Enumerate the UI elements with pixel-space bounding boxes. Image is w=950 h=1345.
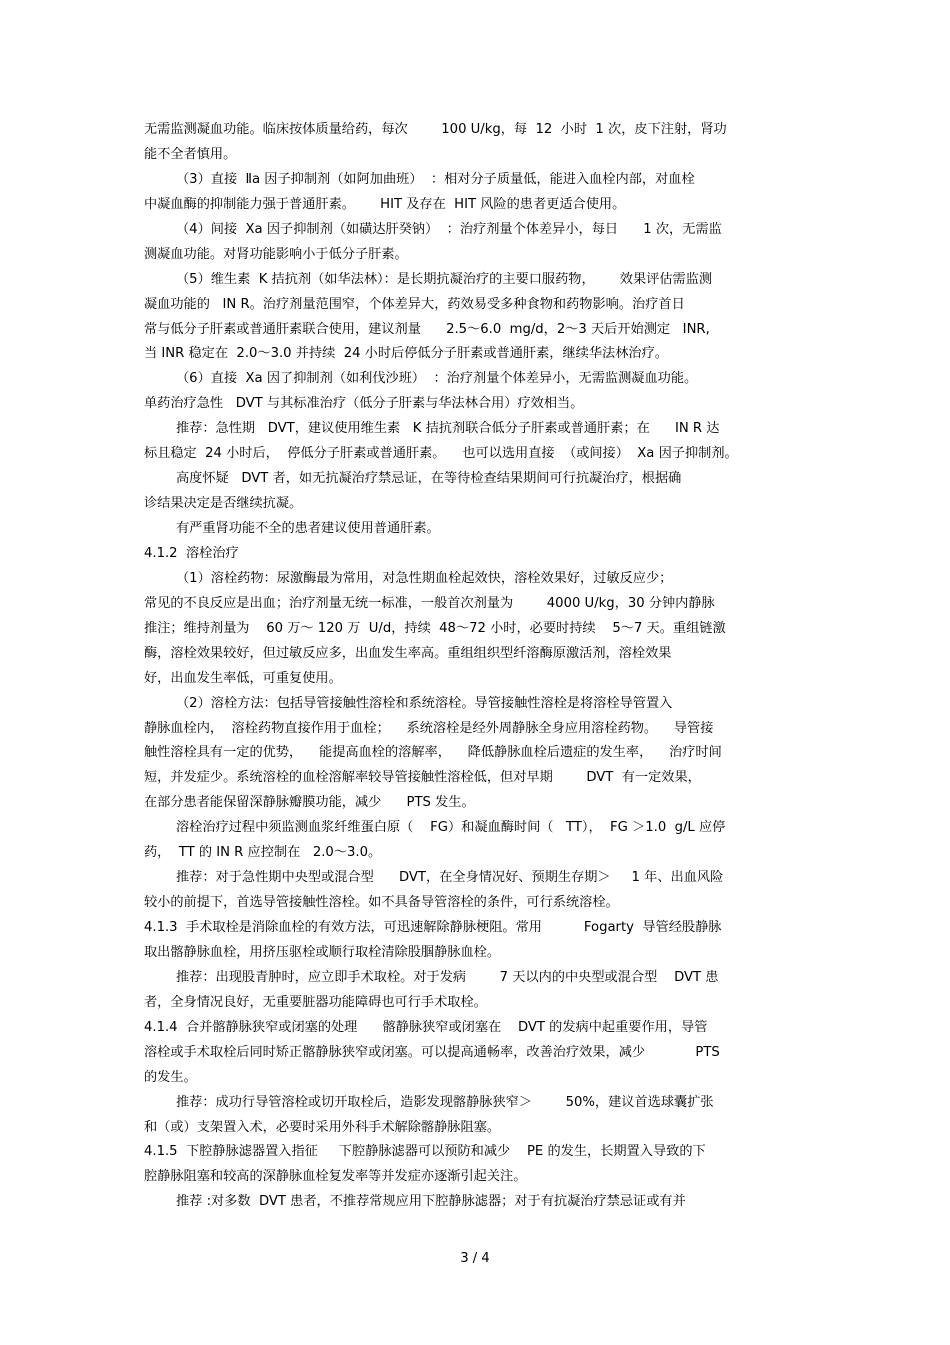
text-line: 酶，溶栓效果较好，但过敏反应多，出血发生率高。重组组织型纤溶酶原激活剂，溶栓效果 bbox=[144, 645, 672, 661]
text-line: 溶栓或手术取栓后同时矫正髂静脉狭窄或闭塞。可以提高通畅率，改善治疗效果，减少 PTS bbox=[144, 1044, 720, 1060]
text-line: 推荐：急性期 DVT，建议使用维生素 K 拮抗剂联合低分子肝素或普通肝素；在 IN R 达 bbox=[176, 421, 720, 437]
text-line: 好，出血发生率低，可重复使用。 bbox=[144, 670, 342, 686]
text-line: 4.1.2 溶栓治疗 bbox=[144, 545, 239, 561]
text-line: 推荐：对于急性期中央型或混合型 DVT，在全身情况好、预期生存期＞ 1 年、出血风险 bbox=[176, 870, 724, 886]
text-line: 凝血功能的 IN R。治疗剂量范围窄，个体差异大，药效易受多种食物和药物影响。治疗首日 bbox=[144, 296, 685, 312]
text-line: 常见的不良反应是出血；治疗剂量无统一标准，一般首次剂量为 4000 U/kg，30 分钟内静脉 bbox=[144, 595, 715, 611]
text-line: 静脉血栓内， 溶栓药物直接作用于血栓； 系统溶栓是经外周静脉全身应用溶栓药物。 导管接 bbox=[144, 720, 714, 736]
text-line: 测凝血功能。对肾功能影响小于低分子肝素。 bbox=[144, 246, 408, 262]
text-line: 诊结果决定是否继续抗凝。 bbox=[144, 496, 303, 512]
text-line: 溶栓治疗过程中须监测血浆纤维蛋白原（ FG）和凝血酶时间（ TT）， FG ＞1.0 g/L 应停 bbox=[176, 820, 726, 836]
text-line: 4.1.5 下腔静脉滤器置入指征 下腔静脉滤器可以预防和减少 PE 的发生，长期置入导致的下 bbox=[144, 1144, 706, 1160]
text-line: 在部分患者能保留深静脉瓣膜功能，减少 PTS 发生。 bbox=[144, 795, 475, 811]
text-line: 有严重肾功能不全的患者建议使用普通肝素。 bbox=[176, 521, 440, 536]
text-line: 4.1.4 合并髂静脉狭窄或闭塞的处理 髂静脉狭窄或闭塞在 DVT 的发病中起重要作用，导管 bbox=[144, 1019, 708, 1035]
text-line: （4）间接 Xa 因子抑制剂（如磺达肝癸钠） ：治疗剂量个体差异小，每日 1 次，无需监 bbox=[176, 221, 722, 237]
document-body bbox=[144, 118, 814, 1215]
text-line: 短，并发症少。系统溶栓的血栓溶解率较导管接触性溶栓低，但对早期 DVT 有一定效果， bbox=[144, 770, 701, 786]
text-line: 推荐：成功行导管溶栓或切开取栓后，造影发现髂静脉狭窄＞ 50%，建议首选球囊扩张 bbox=[176, 1094, 714, 1110]
text-line: （1）溶栓药物：尿激酶最为常用，对急性期血栓起效快，溶栓效果好，过敏反应少； bbox=[176, 570, 673, 586]
text-line: （5）维生素 K 拮抗剂（如华法林）：是长期抗凝治疗的主要口服药物， 效果评估需监测 bbox=[176, 271, 713, 287]
text-line: 推注；维持剂量为 60 万～ 120 万 U/d，持续 48～72 小时，必要时持续 5～7 天。重组链激 bbox=[144, 620, 726, 636]
text-line: 取出髂静脉血栓，用挤压驱栓或顺行取栓清除股腘静脉血栓。 bbox=[144, 944, 501, 960]
text-line: 单药治疗急性 DVT 与其标准治疗（低分子肝素与华法林合用）疗效相当。 bbox=[144, 396, 584, 412]
text-line: 推荐 :对多数 DVT 患者，不推荐常规应用下腔静脉滤器；对于有抗凝治疗禁忌证或有并 bbox=[176, 1194, 686, 1210]
text-line: 高度怀疑 DVT 者，如无抗凝治疗禁忌证，在等待检查结果期间可行抗凝治疗，根据确 bbox=[176, 471, 682, 487]
text-line: 触性溶栓具有一定的优势， 能提高血栓的溶解率， 降低静脉血栓后遗症的发生率， 治疗时间 bbox=[144, 745, 722, 761]
text-line: 较小的前提下，首选导管接触性溶栓。如不具备导管溶栓的条件，可行系统溶栓。 bbox=[144, 895, 619, 911]
text-line: （2）溶栓方法：包括导管接触性溶栓和系统溶栓。导管接触性溶栓是将溶栓导管置入 bbox=[176, 695, 673, 711]
text-line: 能不全者慎用。 bbox=[144, 146, 237, 162]
text-line: 中凝血酶的抑制能力强于普通肝素。 HIT 及存在 HIT 风险的患者更适合使用。 bbox=[144, 196, 626, 212]
text-line: （6）直接 Xa 因了抑制剂（如利伐沙班） ：治疗剂量个体差异小，无需监测凝血功能。 bbox=[176, 371, 698, 387]
text-line: 无需监测凝血功能。临床按体质量给药，每次 100 U/kg，每 12 小时 1 次，皮下注射，肾功 bbox=[144, 122, 727, 137]
text-line: 常与低分子肝素或普通肝素联合使用，建议剂量 2.5～6.0 mg/d，2～3 天后开始测定 INR, bbox=[144, 321, 710, 337]
text-line: 药， TT 的 IN R 应控制在 2.0～3.0。 bbox=[144, 845, 382, 861]
text-line: 4.1.3 手术取栓是消除血栓的有效方法，可迅速解除静脉梗阻。常用 Fogarty 导管经股静脉 bbox=[144, 920, 722, 935]
page-number: 3 / 4 bbox=[460, 1251, 490, 1266]
text-line: （3）直接 Ⅱa 因子抑制剂（如阿加曲班） ：相对分子质量低，能进入血栓内部，对血栓 bbox=[176, 171, 695, 187]
text-line: 者，全身情况良好，无重要脏器功能障碍也可行手术取栓。 bbox=[144, 994, 487, 1010]
text-line: 腔静脉阻塞和较高的深静脉血栓复发率等并发症亦逐渐引起关注。 bbox=[144, 1169, 527, 1185]
text-line: 的发生。 bbox=[144, 1069, 197, 1085]
text-line: 当 INR 稳定在 2.0～3.0 并持续 24 小时后停低分子肝素或普通肝素，继续华法林治疗。 bbox=[144, 346, 668, 362]
text-line: 和（或）支架置入术，必要时采用外科手术解除髂静脉阻塞。 bbox=[144, 1119, 501, 1135]
text-line: 推荐：出现股青肿时，应立即手术取栓。对于发病 7 天以内的中央型或混合型 DVT 患 bbox=[176, 969, 719, 985]
text-line: 标且稳定 24 小时后， 停低分子肝素或普通肝素。 也可以选用直接 （或间接） Xa 因子抑制剂。 bbox=[144, 446, 738, 462]
